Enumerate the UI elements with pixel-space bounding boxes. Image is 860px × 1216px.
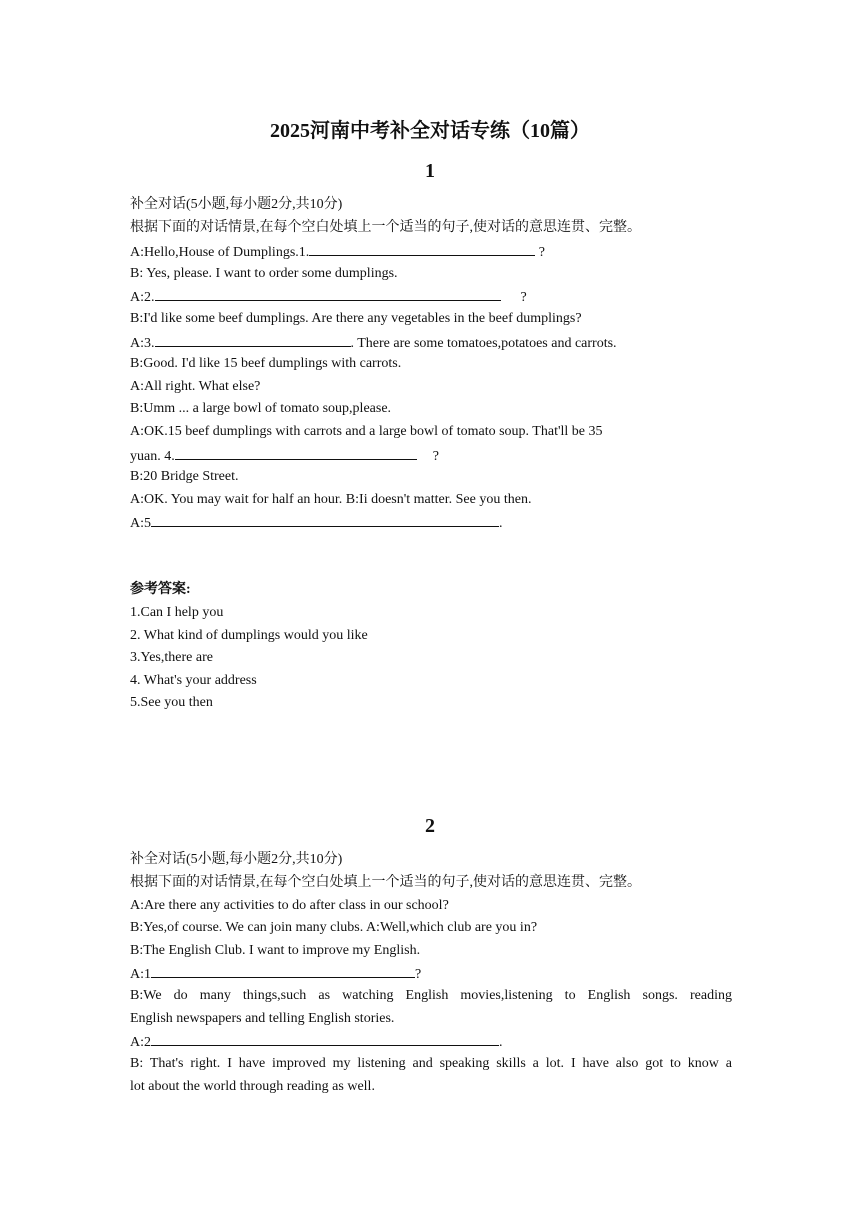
dialogue-line: A:3. . There are some tomatoes,potatoes and carrots. [130,332,617,354]
dialogue-line: B:Good. I'd like 15 beef dumplings with carrots. [130,356,402,371]
dialogue-line: A:OK. You may wait for half an hour. B:Ii doesn't matter. See you then. [130,492,532,507]
dialogue-line: B:Umm ... a large bowl of tomato soup,please. [130,401,392,416]
dialogue-line: B:We do many things,such as watching English movies,listening to English songs. reading [130,988,732,1003]
dialogue-line: lot about the world through reading as well. [130,1079,375,1094]
dialogue-line: A:2. ? [130,286,527,308]
dialogue-line: B:20 Bridge Street. [130,469,239,484]
dialogue-line: A:2 . [130,1031,503,1053]
section-1-number: 1 [425,160,435,182]
answer-blank[interactable] [151,963,415,978]
section-2-directions: 根据下面的对话情景,在每个空白处填上一个适当的句子,使对话的意思连贯、完整。 [130,875,641,890]
document-title: 2025河南中考补全对话专练（10篇） [270,120,590,142]
section-1-directions: 根据下面的对话情景,在每个空白处填上一个适当的句子,使对话的意思连贯、完整。 [130,220,641,235]
answer-blank[interactable] [151,1031,499,1046]
answers-heading: 参考答案: [130,582,191,597]
dialogue-line: B:Yes,of course. We can join many clubs. A:Well,which club are you in? [130,920,538,935]
dialogue-line: B: Yes, please. I want to order some dumplings. [130,266,398,281]
section-2-instruction: 补全对话(5小题,每小题2分,共10分) [130,852,343,867]
dialogue-line: A:1 ? [130,963,421,985]
dialogue-line: A:5 . [130,512,503,534]
answer-blank[interactable] [155,332,351,347]
dialogue-line: yuan. 4. ? [130,445,439,467]
dialogue-line: B:The English Club. I want to improve my English. [130,943,421,958]
answer-item: 4. What's your address [130,673,257,688]
answer-item: 5.See you then [130,695,213,710]
dialogue-line: A:OK.15 beef dumplings with carrots and a large bowl of tomato soup. That'll be 35 [130,424,603,439]
answer-blank[interactable] [175,445,417,460]
dialogue-line: English newspapers and telling English stories. [130,1011,395,1026]
dialogue-line: A:Hello,House of Dumplings.1. ? [130,241,545,263]
section-2-number: 2 [425,815,435,837]
answer-item: 3.Yes,there are [130,650,213,665]
dialogue-line: A:All right. What else? [130,379,261,394]
answer-item: 1.Can I help you [130,605,224,620]
dialogue-line: B:I'd like some beef dumplings. Are there any vegetables in the beef dumplings? [130,311,582,326]
dialogue-line: A:Are there any activities to do after class in our school? [130,898,449,913]
dialogue-line: B: That's right. I have improved my listening and speaking skills a lot. I have also got to know a [130,1056,732,1071]
section-1-instruction: 补全对话(5小题,每小题2分,共10分) [130,197,343,212]
answer-blank[interactable] [309,241,535,256]
answer-blank[interactable] [151,512,499,527]
answer-blank[interactable] [155,286,501,301]
answer-item: 2. What kind of dumplings would you like [130,628,368,643]
